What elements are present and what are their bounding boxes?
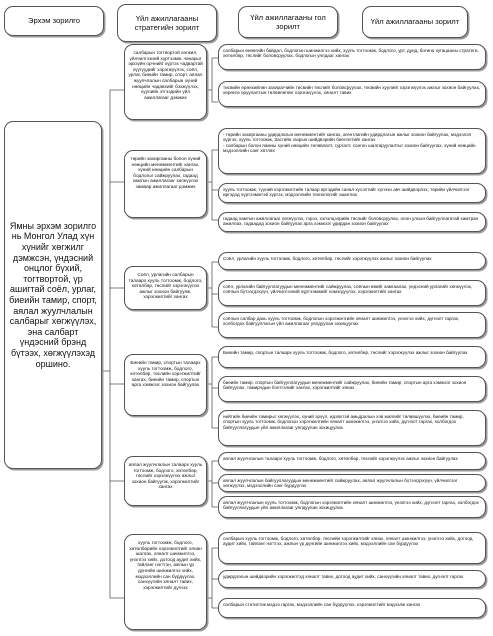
result-box-2 — [218, 81, 486, 107]
result-text-11: нийтийн биеийн тамирыг хөгжүүлэх, хүний эрүүл, идэвхтэй амьдралын хэв маягийг төлөвшүүлэх, биеийн тамир, спортын хууль тогтоомж, бодлогын хэрэгжилтийн хяналт шинжилгээ, үнэлгээ хийх, дүгнэлт гаргах, холбогдох байгууллагуудын үйл ажиллагааг уялдуулан зохицуулах — [223, 414, 464, 430]
header-strategic — [117, 4, 217, 42]
result-box-10 — [218, 376, 486, 402]
result-text-14: аялал жуулчлалын хууль тогтоомж, бодлогын хэрэгжилтийн хяналт шинжилгээ, үнэлгээ хийх, дүгнэлт гаргах, холбогдох байгууллагуудын үйл ажиллагааг уялдуулан зохицуулах — [223, 500, 479, 511]
result-text-17: салбарын статистик мэдээ гаргах, мэдээллийн сан бүрдүүлэх, хэрэгжилтийг мэдээлж хангах — [223, 602, 421, 607]
result-text-15: салбарын хууль тогтоомж, бодлого, хөтөлбөр, төслийн хэрэгжилтийг хянах, хяналт шинжилгээ, үнэлгээ хийх, дотоод аудит хийх, тайланг нэгтгэх, ажлын үр дүнгийн шинжилгээ хийх, мэдээллийн сан бүрдүүлэх — [223, 536, 473, 547]
result-text-13: аялал жуулчлалын байгууллагуудын менежментийг сайжруулах, аялал жуулчлалын бүтээгдэхүүн, үйлчилгээг хөгжүүлэх, мэдээллийн санг бүрдүүлэх — [223, 478, 458, 489]
strategy-text-4: Биеийн тамир, спортын талаарх хууль тогтоомж, бодлого, хөтөлбөр, төслийн хэрэгжилтийг хангах, биеийн тамир, спортын арга хэмжээг зохион байгуулах — [130, 360, 201, 388]
result-box-8 — [218, 312, 486, 338]
result-text-3: - төрийн захиргааны удирдлагын менежментийг хангах, агентлагийн удирдлагын ажлыг зохион байгуулах, мэдээлэл хүргэх, хууль тогтоомж, Засгийн газрын шийдвэрийн биелэлтийг хангах - салбарын болон яамны хүний нөөцийн төлөвлөлт, сургалт, сонгон шалгаруулалтыг зохион байгуулах, хүний нөөцийн мэдээллийн санг хөтлөх — [223, 132, 476, 154]
header-result — [362, 6, 468, 38]
header-lower — [238, 6, 338, 38]
result-box-14 — [218, 496, 486, 518]
strategy-text-5: аялал жуулчлалын талаарх хууль тогтоомж, бодлого, хөтөлбөр, төслийг хэрэгжүүлэх ажлыг зохион байгуулж, хэрэгжилтийг хангах — [128, 462, 203, 490]
header-lower-label: Үйл ажиллагааны гол зорилт — [250, 12, 326, 31]
header-mission — [4, 6, 104, 36]
result-box-15 — [218, 532, 486, 564]
result-box-12 — [218, 452, 486, 470]
result-text-1: салбарын өнөөгийн байдал, бодлогын шинжилгээ хийх, хууль тогтоомж, бодлого, урт, дунд, богино хугацааны стратеги, хөтөлбөр, төслийг боловсруулах, бодлогын уялдааг хангах — [223, 48, 479, 59]
strategy-box-5 — [124, 456, 207, 506]
result-text-12: аялал жуулчлалын талаарх хууль тогтоомж, бодлого, хөтөлбөр, төслийг хэрэгжүүлэх ажлыг зохион байгуулах — [223, 456, 458, 461]
result-box-6 — [218, 252, 486, 270]
strategy-text-2: төрийн захиргааны болон хүний нөөцийн менежментийг хангах, хүний нөөцийн салбарын бодлогыг сайжруулах, гадаад хамтын ажиллагааг хөгжүүлэх замаар ажиллагааг дэмжих — [130, 156, 201, 189]
mission-box — [4, 121, 102, 469]
header-mission-label: Эрхэм зорилго — [28, 16, 80, 26]
result-box-11 — [218, 410, 486, 446]
strategy-box-1 — [124, 44, 207, 120]
result-text-7: соёл, урлагийн байгууллагуудын менежментийг сайжруулах, соёлын өвийг хамгаалах, үндэсний урлагийг хөгжүүлэх, соёлын бүтээгдэхүүн, үйлчилгээний хүртээмжийг нэмэгдүүлэх, хэрэгжилтийг хангах — [223, 284, 473, 295]
result-box-7 — [218, 280, 486, 306]
result-box-3 — [218, 128, 486, 174]
strategy-text-3: Соёл, урлагийн салбарын талаарх хууль тогтоомж, бодлого, хөтөлбөр, төслийг хэрэгжүүлэх ажлыг зохион байгуулж, хэрэгжилтийг хангах — [128, 272, 203, 300]
mission-text: Ямны эрхэм зорилго нь Монгол Улад хүн хүнийг хөгжилг дэмжсэн, үндэсний онцлог бүхий, тогтвортой, үр ашигтай соёл, урлаг, биеийн тамир, спорт, аялал жуулчлалын салбарыг хөгжүүлэх, эна салбарт үндэсний брэнд бүтээх, хөгжүүлэхэд оршино. — [9, 220, 97, 369]
result-box-4 — [218, 183, 486, 203]
result-box-1 — [218, 44, 486, 70]
strategy-text-6: хууль тогтоомж, бодлого, хөтөлбөрийн хэрэгжилтийг хянан шалгах, хяналт шинжилгээ, үнэлгээ хийх, дотоод аудит хийх, тайланг нэгтгэн, ажлын үр дүнгийн шинжилгээ хийх, мэдээллийн сан бүрдүүлэх, санхүүгийн хяналт тавих, хэрэгжилтийг дүгнэх — [129, 540, 202, 590]
strategy-text-1: салбарын тогтвортой хөгжил, үйлчилгээний хүртээмж, чанарыг эрхзүйн орчнийг хүртэх чадвартай хүүгүүдийг хэрэгжүүлэх, соёл, урлаг, биеийн тамир, спорт, аялал жуулчлалын салбарын хүний нөөцийн чадавхийг бэхжүүлэх, хуулийн этгээдийн үйл ажиллагааг дэмжих — [128, 50, 203, 100]
strategy-box-3 — [124, 266, 207, 310]
result-box-9 — [218, 346, 486, 368]
result-box-13 — [218, 474, 486, 492]
header-strategic-label: Үйл ажиллагааны стратегийн зорилт — [134, 13, 200, 32]
result-text-4: хууль тогтоомж, түүний хэрэгжилтийн талаар иргэдийн санал хүсэлтийг хүлээн авч шийдвэрлэх, төрийн үйлчилгээг иргэдэд хүртээмжтэй хүргэх, мэдээллийн технологийг ашиглах — [223, 187, 470, 198]
result-box-16 — [218, 570, 486, 588]
strategy-box-2 — [124, 150, 207, 218]
result-text-5: гадаад хамтын ажиллагааг хөгжүүлэх, гэрээ, хэлэлцээрийн төслийг боловсруулах, олон улсын байгууллагатай хамтран ажиллах, гадаадад зохион байгуулах арга хэмжээг удирдан зохион байгуулах — [223, 216, 479, 227]
result-box-5 — [218, 212, 486, 232]
result-box-17 — [218, 598, 486, 618]
result-text-6: Соёл, урлагийн хууль тогтоомж, бодлого, хөтөлбөр, төслийг хэрэгжүүлэх ажлыг зохион байгуулах — [223, 256, 432, 261]
result-text-9: Биеийн тамир, спортын талаарх хууль тогтоомж, бодлого, хөтөлбөр, төслийг хэрэгжүүлэх ажлыг зохион байгуулах — [223, 350, 468, 355]
result-text-8: соёлын салбар дахь хууль тогтоомж, бодлогын хэрэгжилтийн хяналт шинжилгээ, үнэлгээ хийх, дүгнэлт гаргах, холбогдох байгууллагын үйл ажиллагааг уялдуулан зохицуулах — [223, 316, 460, 327]
result-text-16: удирдлагын шийдвэрийн хэрэгжилтэд хяналт тавих, дотоод аудит хийх, санхүүгийн хяналт тавих, дүгнэлт гаргах — [223, 574, 464, 579]
strategy-box-6 — [124, 534, 207, 630]
result-text-10: биеийн тамир, спортын байгууллагуудын менежментийг сайжруулах, биеийн тамир, спортын арга хэмжээг зохион байгуулах, тамирчдын бэлтгэлийг хангах, хэрэгжилтийг хянах — [223, 380, 467, 391]
header-result-label: Үйл ажиллагааны зорилт — [370, 17, 460, 27]
result-text-2: төсвийн ерөнхийлөн захирагчийн төсвийн төслийг боловсруулах, төсвийн хуулийг хэрэгжүүлэх ажлыг зохион байгуулах, хөрөнгө оруулалтын төлөвлөгөөг хэрэгжүүлэх, хяналт тавих — [223, 85, 481, 96]
strategy-box-4 — [124, 354, 207, 416]
